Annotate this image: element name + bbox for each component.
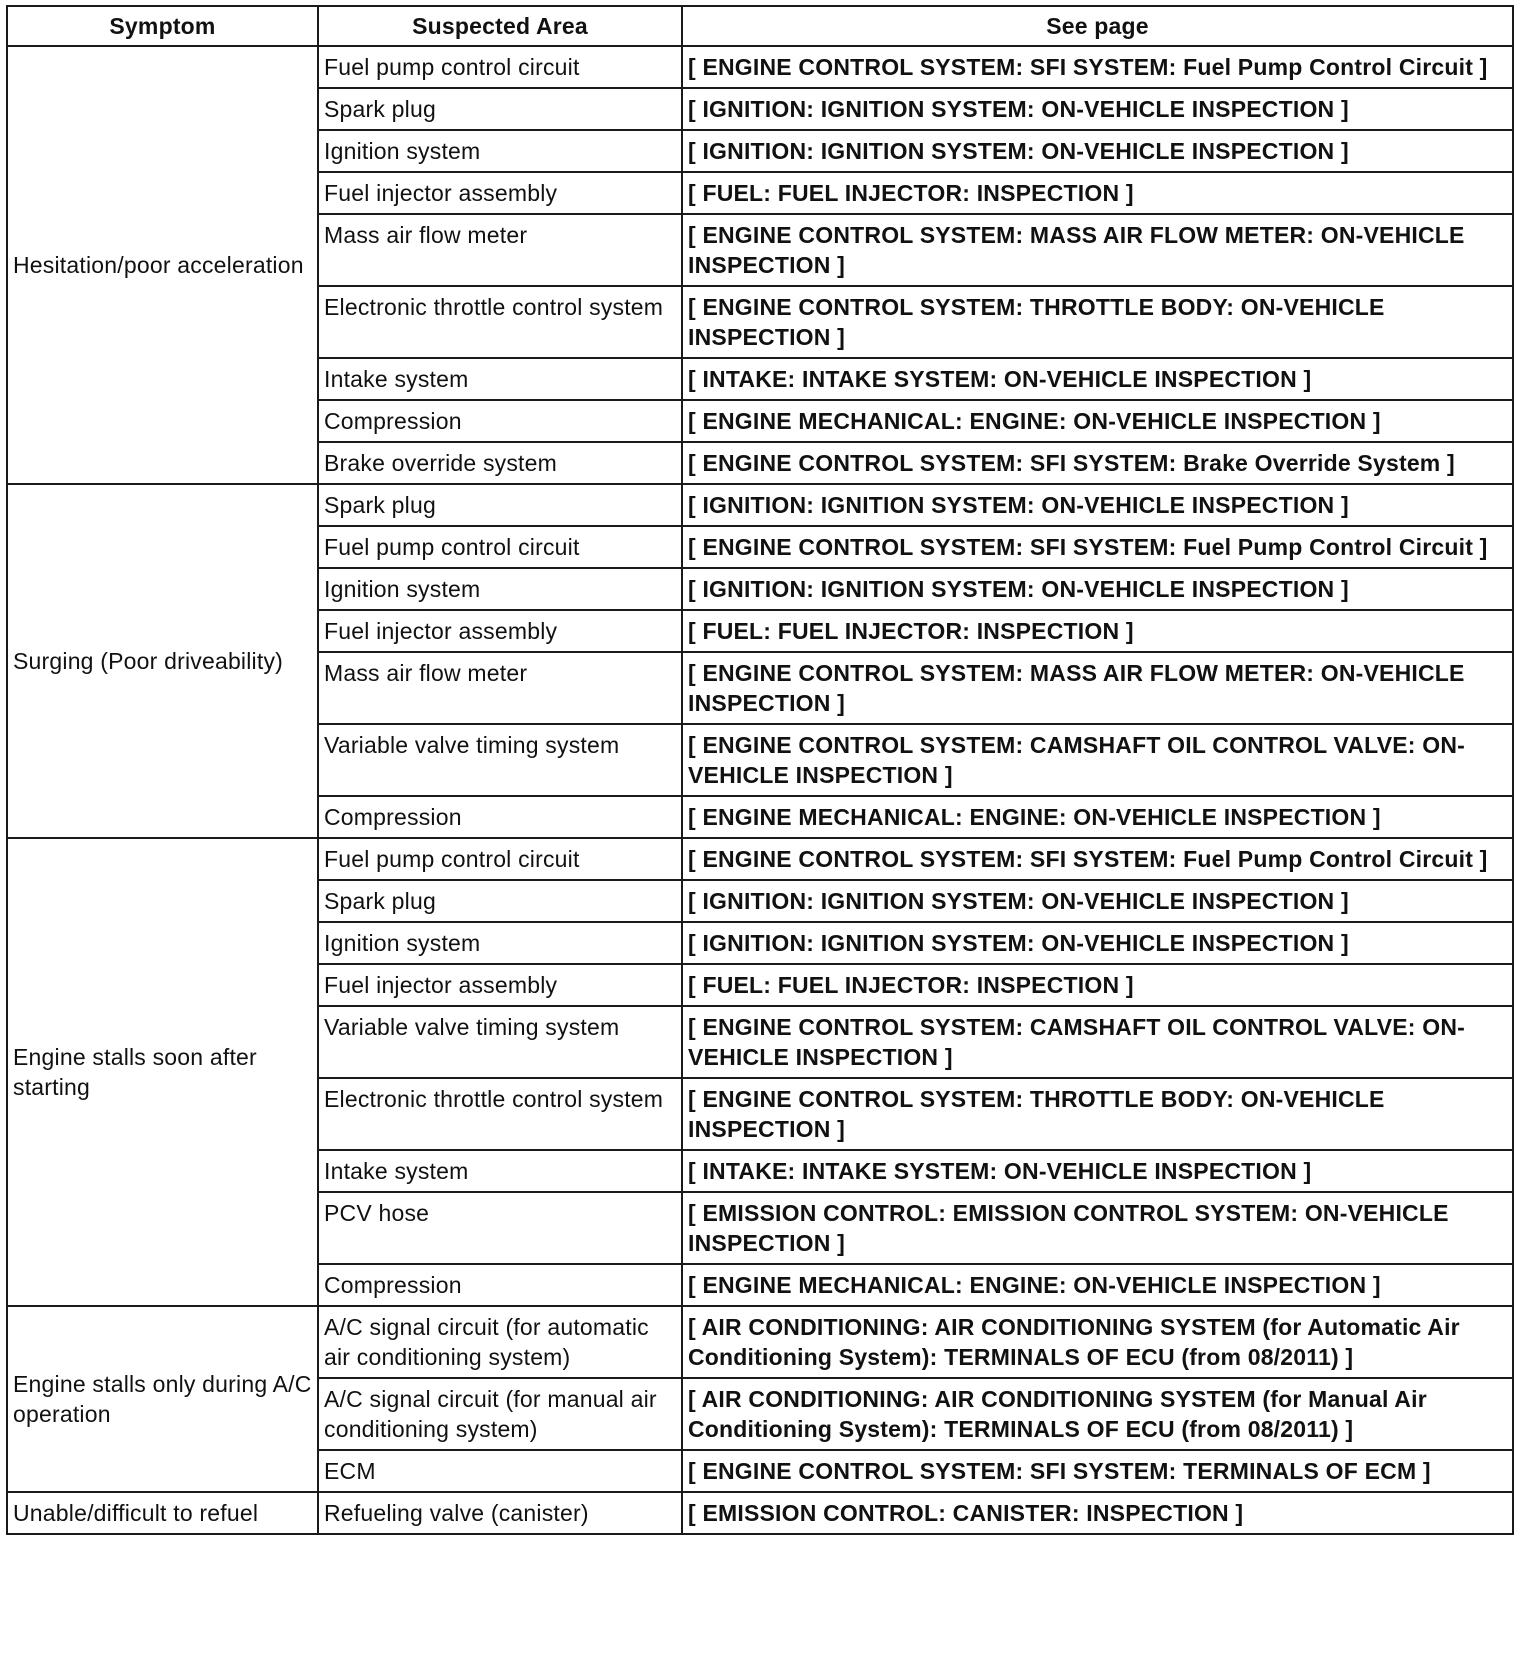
see-page-link[interactable]: [ ENGINE CONTROL SYSTEM: SFI SYSTEM: TERMINALS OF ECM ]	[682, 1450, 1513, 1492]
see-page-link[interactable]: [ ENGINE MECHANICAL: ENGINE: ON-VEHICLE INSPECTION ]	[682, 1264, 1513, 1306]
see-page-link[interactable]: [ ENGINE MECHANICAL: ENGINE: ON-VEHICLE INSPECTION ]	[682, 796, 1513, 838]
suspected-area-cell: Fuel injector assembly	[318, 172, 682, 214]
see-page-link[interactable]: [ INTAKE: INTAKE SYSTEM: ON-VEHICLE INSPECTION ]	[682, 1150, 1513, 1192]
suspected-area-cell: Brake override system	[318, 442, 682, 484]
table-row	[7, 1306, 1513, 1378]
see-page-link[interactable]: [ ENGINE CONTROL SYSTEM: CAMSHAFT OIL CONTROL VALVE: ON-VEHICLE INSPECTION ]	[682, 1006, 1513, 1078]
suspected-area-cell: Compression	[318, 400, 682, 442]
table-row	[7, 484, 1513, 526]
suspected-area-cell: Mass air flow meter	[318, 214, 682, 286]
suspected-area-cell: Fuel pump control circuit	[318, 46, 682, 88]
symptom-cell: Unable/difficult to refuel	[7, 1492, 318, 1534]
suspected-area-cell: Spark plug	[318, 880, 682, 922]
suspected-area-cell: Fuel pump control circuit	[318, 526, 682, 568]
see-page-link[interactable]: [ IGNITION: IGNITION SYSTEM: ON-VEHICLE INSPECTION ]	[682, 568, 1513, 610]
symptom-table	[6, 5, 1514, 1535]
see-page-link[interactable]: [ ENGINE MECHANICAL: ENGINE: ON-VEHICLE INSPECTION ]	[682, 400, 1513, 442]
see-page-link[interactable]: [ EMISSION CONTROL: EMISSION CONTROL SYSTEM: ON-VEHICLE INSPECTION ]	[682, 1192, 1513, 1264]
see-page-link[interactable]: [ FUEL: FUEL INJECTOR: INSPECTION ]	[682, 964, 1513, 1006]
symptom-cell: Engine stalls only during A/C operation	[7, 1306, 318, 1492]
see-page-link[interactable]: [ IGNITION: IGNITION SYSTEM: ON-VEHICLE INSPECTION ]	[682, 880, 1513, 922]
suspected-area-cell: Spark plug	[318, 88, 682, 130]
suspected-area-cell: A/C signal circuit (for manual air conditioning system)	[318, 1378, 682, 1450]
table-row	[7, 838, 1513, 880]
suspected-area-cell: Electronic throttle control system	[318, 286, 682, 358]
see-page-link[interactable]: [ ENGINE CONTROL SYSTEM: SFI SYSTEM: Fuel Pump Control Circuit ]	[682, 838, 1513, 880]
suspected-area-cell: Ignition system	[318, 130, 682, 172]
see-page-link[interactable]: [ ENGINE CONTROL SYSTEM: THROTTLE BODY: ON-VEHICLE INSPECTION ]	[682, 1078, 1513, 1150]
suspected-area-cell: Mass air flow meter	[318, 652, 682, 724]
symptom-cell: Surging (Poor driveability)	[7, 484, 318, 838]
see-page-link[interactable]: [ EMISSION CONTROL: CANISTER: INSPECTION ]	[682, 1492, 1513, 1534]
suspected-area-cell: Intake system	[318, 358, 682, 400]
suspected-area-cell: Compression	[318, 1264, 682, 1306]
suspected-area-cell: Fuel injector assembly	[318, 964, 682, 1006]
suspected-area-cell: Electronic throttle control system	[318, 1078, 682, 1150]
see-page-link[interactable]: [ ENGINE CONTROL SYSTEM: MASS AIR FLOW METER: ON-VEHICLE INSPECTION ]	[682, 214, 1513, 286]
see-page-link[interactable]: [ ENGINE CONTROL SYSTEM: SFI SYSTEM: Fuel Pump Control Circuit ]	[682, 46, 1513, 88]
suspected-area-cell: Intake system	[318, 1150, 682, 1192]
see-page-link[interactable]: [ ENGINE CONTROL SYSTEM: MASS AIR FLOW METER: ON-VEHICLE INSPECTION ]	[682, 652, 1513, 724]
suspected-area-cell: A/C signal circuit (for automatic air conditioning system)	[318, 1306, 682, 1378]
header-row	[7, 6, 1513, 46]
table-row	[7, 1492, 1513, 1534]
see-page-link[interactable]: [ ENGINE CONTROL SYSTEM: CAMSHAFT OIL CONTROL VALVE: ON-VEHICLE INSPECTION ]	[682, 724, 1513, 796]
see-page-link[interactable]: [ AIR CONDITIONING: AIR CONDITIONING SYSTEM (for Manual Air Conditioning System): TERMINALS OF ECU (from 08/2011) ]	[682, 1378, 1513, 1450]
symptom-cell: Hesitation/poor acceleration	[7, 46, 318, 484]
suspected-area-cell: Ignition system	[318, 922, 682, 964]
suspected-area-cell: Spark plug	[318, 484, 682, 526]
table-row	[7, 46, 1513, 88]
see-page-link[interactable]: [ INTAKE: INTAKE SYSTEM: ON-VEHICLE INSPECTION ]	[682, 358, 1513, 400]
symptom-cell: Engine stalls soon after starting	[7, 838, 318, 1306]
see-page-link[interactable]: [ IGNITION: IGNITION SYSTEM: ON-VEHICLE INSPECTION ]	[682, 130, 1513, 172]
header-symptom: Symptom	[7, 6, 318, 46]
see-page-link[interactable]: [ AIR CONDITIONING: AIR CONDITIONING SYSTEM (for Automatic Air Conditioning System): TERMINALS OF ECU (from 08/2011) ]	[682, 1306, 1513, 1378]
suspected-area-cell: Variable valve timing system	[318, 724, 682, 796]
suspected-area-cell: Fuel pump control circuit	[318, 838, 682, 880]
see-page-link[interactable]: [ IGNITION: IGNITION SYSTEM: ON-VEHICLE INSPECTION ]	[682, 922, 1513, 964]
see-page-link[interactable]: [ ENGINE CONTROL SYSTEM: SFI SYSTEM: Fuel Pump Control Circuit ]	[682, 526, 1513, 568]
header-see-page: See page	[682, 6, 1513, 46]
suspected-area-cell: Fuel injector assembly	[318, 610, 682, 652]
suspected-area-cell: ECM	[318, 1450, 682, 1492]
suspected-area-cell: Refueling valve (canister)	[318, 1492, 682, 1534]
see-page-link[interactable]: [ ENGINE CONTROL SYSTEM: SFI SYSTEM: Brake Override System ]	[682, 442, 1513, 484]
see-page-link[interactable]: [ FUEL: FUEL INJECTOR: INSPECTION ]	[682, 610, 1513, 652]
see-page-link[interactable]: [ ENGINE CONTROL SYSTEM: THROTTLE BODY: ON-VEHICLE INSPECTION ]	[682, 286, 1513, 358]
see-page-link[interactable]: [ IGNITION: IGNITION SYSTEM: ON-VEHICLE INSPECTION ]	[682, 88, 1513, 130]
see-page-link[interactable]: [ FUEL: FUEL INJECTOR: INSPECTION ]	[682, 172, 1513, 214]
suspected-area-cell: Variable valve timing system	[318, 1006, 682, 1078]
see-page-link[interactable]: [ IGNITION: IGNITION SYSTEM: ON-VEHICLE INSPECTION ]	[682, 484, 1513, 526]
suspected-area-cell: Ignition system	[318, 568, 682, 610]
header-suspected-area: Suspected Area	[318, 6, 682, 46]
suspected-area-cell: Compression	[318, 796, 682, 838]
suspected-area-cell: PCV hose	[318, 1192, 682, 1264]
table-body	[7, 46, 1513, 1534]
